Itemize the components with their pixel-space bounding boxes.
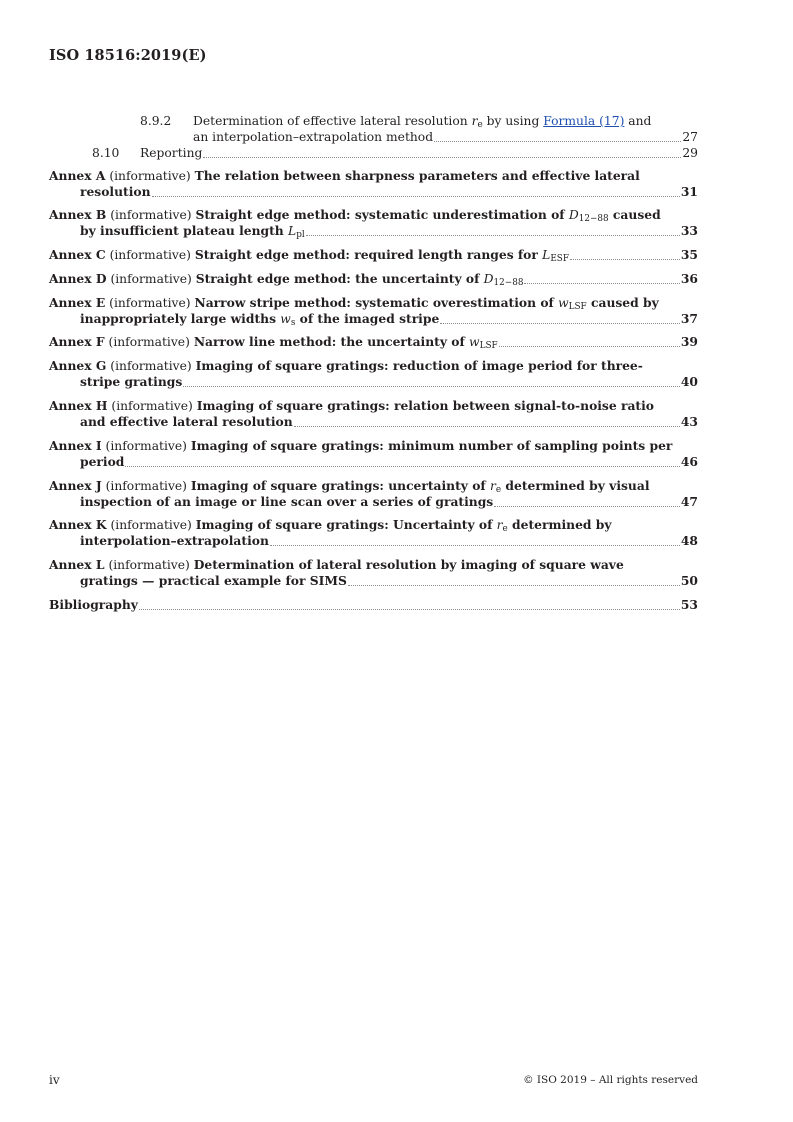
dot-leader — [570, 259, 680, 260]
document-id: ISO 18516:2019(E) — [49, 47, 207, 64]
annex-label: Annex C — [49, 247, 106, 262]
annex-title-line1: Imaging of square gratings: reduction of image period for three- — [195, 358, 643, 373]
page-number: 27 — [682, 130, 698, 144]
page-number: 29 — [682, 146, 698, 160]
annex-kind: (informative) — [111, 399, 193, 413]
annex-title-line2: by insufficient plateau length $L_{pl}$ — [80, 223, 305, 241]
dot-leader — [139, 609, 680, 610]
annex-label: Annex B — [49, 207, 107, 222]
toc-entry-annex-g[interactable] — [49, 358, 698, 390]
dot-leader — [524, 283, 679, 284]
annex-label: Annex I — [49, 438, 102, 453]
annex-title-line1: Straight edge method: systematic underestimation of $D_{12-88}$ caused — [195, 207, 661, 225]
page-number: 36 — [680, 271, 698, 286]
toc-entry-annex-c[interactable] — [49, 247, 698, 263]
annex-label: Annex H — [49, 398, 108, 413]
toc-entry-bibliography[interactable] — [49, 597, 698, 613]
annex-title: Straight edge method: required length ranges for $L_{ESF}$ — [194, 247, 569, 265]
annex-kind: (informative) — [105, 439, 187, 453]
page-number: 48 — [680, 533, 698, 548]
page-number: 53 — [680, 597, 698, 612]
toc-entry-8-10[interactable] — [49, 145, 698, 161]
page-number: 43 — [680, 414, 698, 429]
annex-title-line1: The relation between sharpness parameters and effective lateral — [194, 168, 640, 183]
annex-label: Annex L — [49, 557, 105, 572]
toc-entry-annex-l[interactable] — [49, 557, 698, 589]
annex-kind: (informative) — [108, 558, 190, 572]
dot-leader — [434, 141, 681, 142]
page-number: 46 — [680, 454, 698, 469]
page-number: 33 — [680, 223, 698, 238]
formula-link[interactable]: Formula (17) — [543, 114, 625, 128]
annex-title-line2: gratings — practical example for SIMS — [80, 573, 347, 588]
dot-leader — [348, 585, 680, 586]
page-number: 47 — [680, 494, 698, 509]
dot-leader — [306, 235, 680, 236]
annex-kind: (informative) — [105, 479, 187, 493]
toc-entry-annex-h[interactable] — [49, 398, 698, 430]
page-number: 39 — [680, 334, 698, 349]
page-number: 37 — [680, 311, 698, 326]
toc-entry-annex-f[interactable] — [49, 334, 698, 350]
dot-leader — [125, 466, 680, 467]
dot-leader — [270, 545, 680, 546]
toc-number: 8.10 — [92, 146, 120, 160]
toc-entry-annex-d[interactable] — [49, 271, 698, 287]
page-number: 50 — [680, 573, 698, 588]
toc-entry-annex-i[interactable] — [49, 438, 698, 470]
toc-title: Reporting — [140, 146, 203, 160]
bibliography-title: Bibliography — [49, 597, 138, 612]
dot-leader — [294, 426, 680, 427]
toc-entry-annex-e[interactable] — [49, 295, 698, 327]
annex-title-line2: inspection of an image or line scan over a series of gratings — [80, 494, 494, 509]
annex-label: Annex E — [49, 295, 106, 310]
toc-number: 8.9.2 — [140, 114, 172, 128]
dot-leader — [183, 386, 680, 387]
page-number: 35 — [680, 247, 698, 262]
toc-title-line1: Determination of effective lateral resolution $r_e$ by using Formula (17) and — [193, 114, 652, 131]
page-number: 31 — [680, 184, 698, 199]
annex-kind: (informative) — [109, 169, 191, 183]
copyright-notice: © ISO 2019 – All rights reserved — [523, 1074, 698, 1086]
dot-leader — [152, 196, 680, 197]
annex-label: Annex J — [49, 478, 102, 493]
page-number-roman: iv — [49, 1073, 60, 1087]
annex-title-line1: Determination of lateral resolution by imaging of square wave — [193, 557, 624, 572]
toc-entry-annex-k[interactable] — [49, 517, 698, 549]
annex-kind: (informative) — [109, 248, 191, 262]
annex-kind: (informative) — [110, 518, 192, 532]
annex-kind: (informative) — [108, 335, 190, 349]
annex-title-line1: Imaging of square gratings: Uncertainty of $r_e$ determined by — [195, 517, 612, 535]
annex-title: Straight edge method: the uncertainty of $D_{12-88}$ — [195, 271, 524, 289]
toc-entry-annex-j[interactable] — [49, 478, 698, 510]
dot-leader — [499, 346, 680, 347]
annex-label: Annex F — [49, 334, 105, 349]
annex-label: Annex G — [49, 358, 107, 373]
annex-title-line1: Narrow stripe method: systematic overestimation of $w_{LSF}$ caused by — [194, 295, 659, 313]
annex-label: Annex A — [49, 168, 106, 183]
annex-label: Annex D — [49, 271, 107, 286]
dot-leader — [203, 157, 681, 158]
annex-title: Narrow line method: the uncertainty of $w_{LSF}$ — [193, 334, 498, 352]
annex-title-line2: interpolation–extrapolation — [80, 533, 269, 548]
dot-leader — [440, 323, 680, 324]
toc-entry-annex-b[interactable] — [49, 207, 698, 239]
toc-entry-annex-a[interactable] — [49, 168, 698, 200]
annex-kind: (informative) — [110, 272, 192, 286]
annex-title-line2: inappropriately large widths $w_s$ of the imaged stripe — [80, 311, 440, 329]
annex-kind: (informative) — [109, 296, 191, 310]
annex-kind: (informative) — [110, 208, 192, 222]
toc-title-line2: an interpolation–extrapolation method — [193, 130, 434, 144]
annex-title-line2: stripe gratings — [80, 374, 183, 389]
annex-kind: (informative) — [110, 359, 192, 373]
annex-title-line1: Imaging of square gratings: uncertainty of $r_e$ determined by visual — [190, 478, 650, 496]
dot-leader — [494, 506, 680, 507]
annex-title-line2: and effective lateral resolution — [80, 414, 293, 429]
page-number: 40 — [680, 374, 698, 389]
annex-title-line1: Imaging of square gratings: minimum number of sampling points per — [190, 438, 673, 453]
toc-entry-8-9-2[interactable] — [49, 113, 698, 145]
annex-title-line2: resolution — [80, 184, 151, 199]
annex-title-line2: period — [80, 454, 125, 469]
annex-label: Annex K — [49, 517, 107, 532]
annex-title-line1: Imaging of square gratings: relation between signal-to-noise ratio — [196, 398, 654, 413]
